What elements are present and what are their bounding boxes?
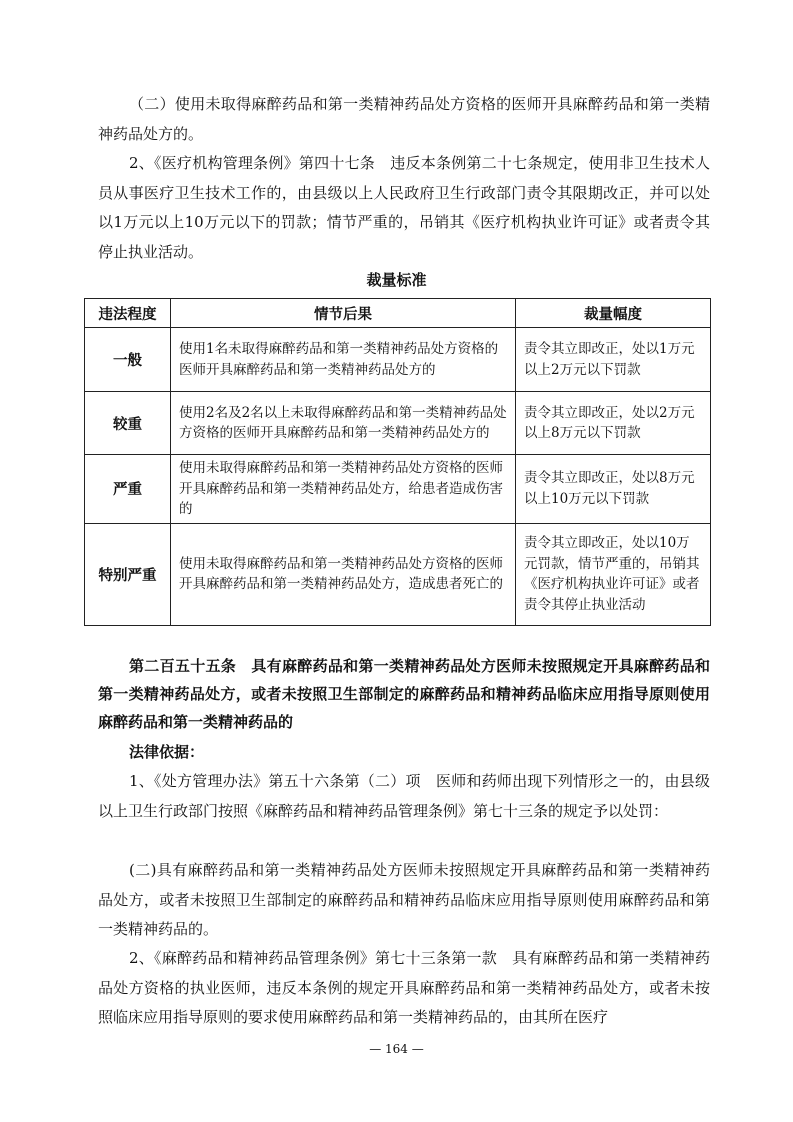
consequence-cell: 使用2名及2名以上未取得麻醉药品和第一类精神药品处方资格的医师开具麻醉药品和第一类精神药品处方的	[171, 392, 516, 455]
table-row	[85, 523, 711, 625]
legal-basis-label: 法律依据：	[129, 743, 205, 761]
penalty-cell: 责令其立即改正，处以2万元以上8万元以下罚款	[516, 392, 711, 455]
penalty-cell: 责令其立即改正，处以10万元罚款，情节严重的，吊销其《医疗机构执业许可证》或者责令其停止执业活动	[516, 523, 711, 625]
violation-level-cell: 特别严重	[85, 523, 171, 625]
consequence-cell: 使用1名未取得麻醉药品和第一类精神药品处方资格的医师开具麻醉药品和第一类精神药品处方的	[171, 328, 516, 392]
discretion-standard-table	[84, 298, 711, 626]
header-consequence: 情节后果	[171, 299, 516, 328]
consequence-cell: 使用未取得麻醉药品和第一类精神药品处方资格的医师开具麻醉药品和第一类精神药品处方，造成患者死亡的	[171, 523, 516, 625]
paragraph-narcotics-regulation: 2、《麻醉药品和精神药品管理条例》第七十三条第一款 具有麻醉药品和第一类精神药品处方资格的执业医师，违反本条例的规定开具麻醉药品和第一类精神药品处方，或者未按照临床应用指导原则的要求使用麻醉药品和第一类精神药品的，由其所在医疗	[98, 949, 710, 1026]
header-penalty-range: 裁量幅度	[516, 299, 711, 328]
penalty-cell: 责令其立即改正，处以1万元以上2万元以下罚款	[516, 328, 711, 392]
page-number: — 164 —	[369, 1042, 424, 1056]
table-title: 裁量标准	[366, 271, 427, 289]
paragraph-item-two: (二)具有麻醉药品和第一类精神药品处方医师未按照规定开具麻醉药品和第一类精神药品处方，或者未按照卫生部制定的麻醉药品和精神药品临床应用指导原则使用麻醉药品和第一类精神药品的。	[98, 861, 710, 938]
table-row	[85, 392, 711, 455]
table-row	[85, 455, 711, 524]
table-row	[85, 328, 711, 392]
header-violation-level: 违法程度	[85, 299, 171, 328]
table-header-row	[85, 299, 711, 328]
paragraph-prescription-management: 1、《处方管理办法》第五十六条第（二）项 医师和药师出现下列情形之一的，由县级以上卫生行政部门按照《麻醉药品和精神药品管理条例》第七十三条的规定予以处罚：	[98, 772, 710, 820]
consequence-cell: 使用未取得麻醉药品和第一类精神药品处方资格的医师开具麻醉药品和第一类精神药品处方，给患者造成伤害的	[171, 455, 516, 524]
violation-level-cell: 一般	[85, 328, 171, 392]
penalty-cell: 责令其立即改正，处以8万元以上10万元以下罚款	[516, 455, 711, 524]
paragraph-prescription-qualification: （二）使用未取得麻醉药品和第一类精神药品处方资格的医师开具麻醉药品和第一类精神药品处方的。	[98, 95, 710, 143]
violation-level-cell: 较重	[85, 392, 171, 455]
violation-level-cell: 严重	[85, 455, 171, 524]
paragraph-medical-institution-regulation: 2、《医疗机构管理条例》第四十七条 违反本条例第二十七条规定，使用非卫生技术人员从事医疗卫生技术工作的，由县级以上人民政府卫生行政部门责令其限期改正，并可以处以1万元以上10万元以下的罚款；情节严重的，吊销其《医疗机构执业许可证》或者责令其停止执业活动。	[98, 154, 710, 261]
article-heading: 第二百五十五条 具有麻醉药品和第一类精神药品处方医师未按照规定开具麻醉药品和第一类精神药品处方，或者未按照卫生部制定的麻醉药品和精神药品临床应用指导原则使用麻醉药品和第一类精神药品的	[98, 657, 710, 731]
